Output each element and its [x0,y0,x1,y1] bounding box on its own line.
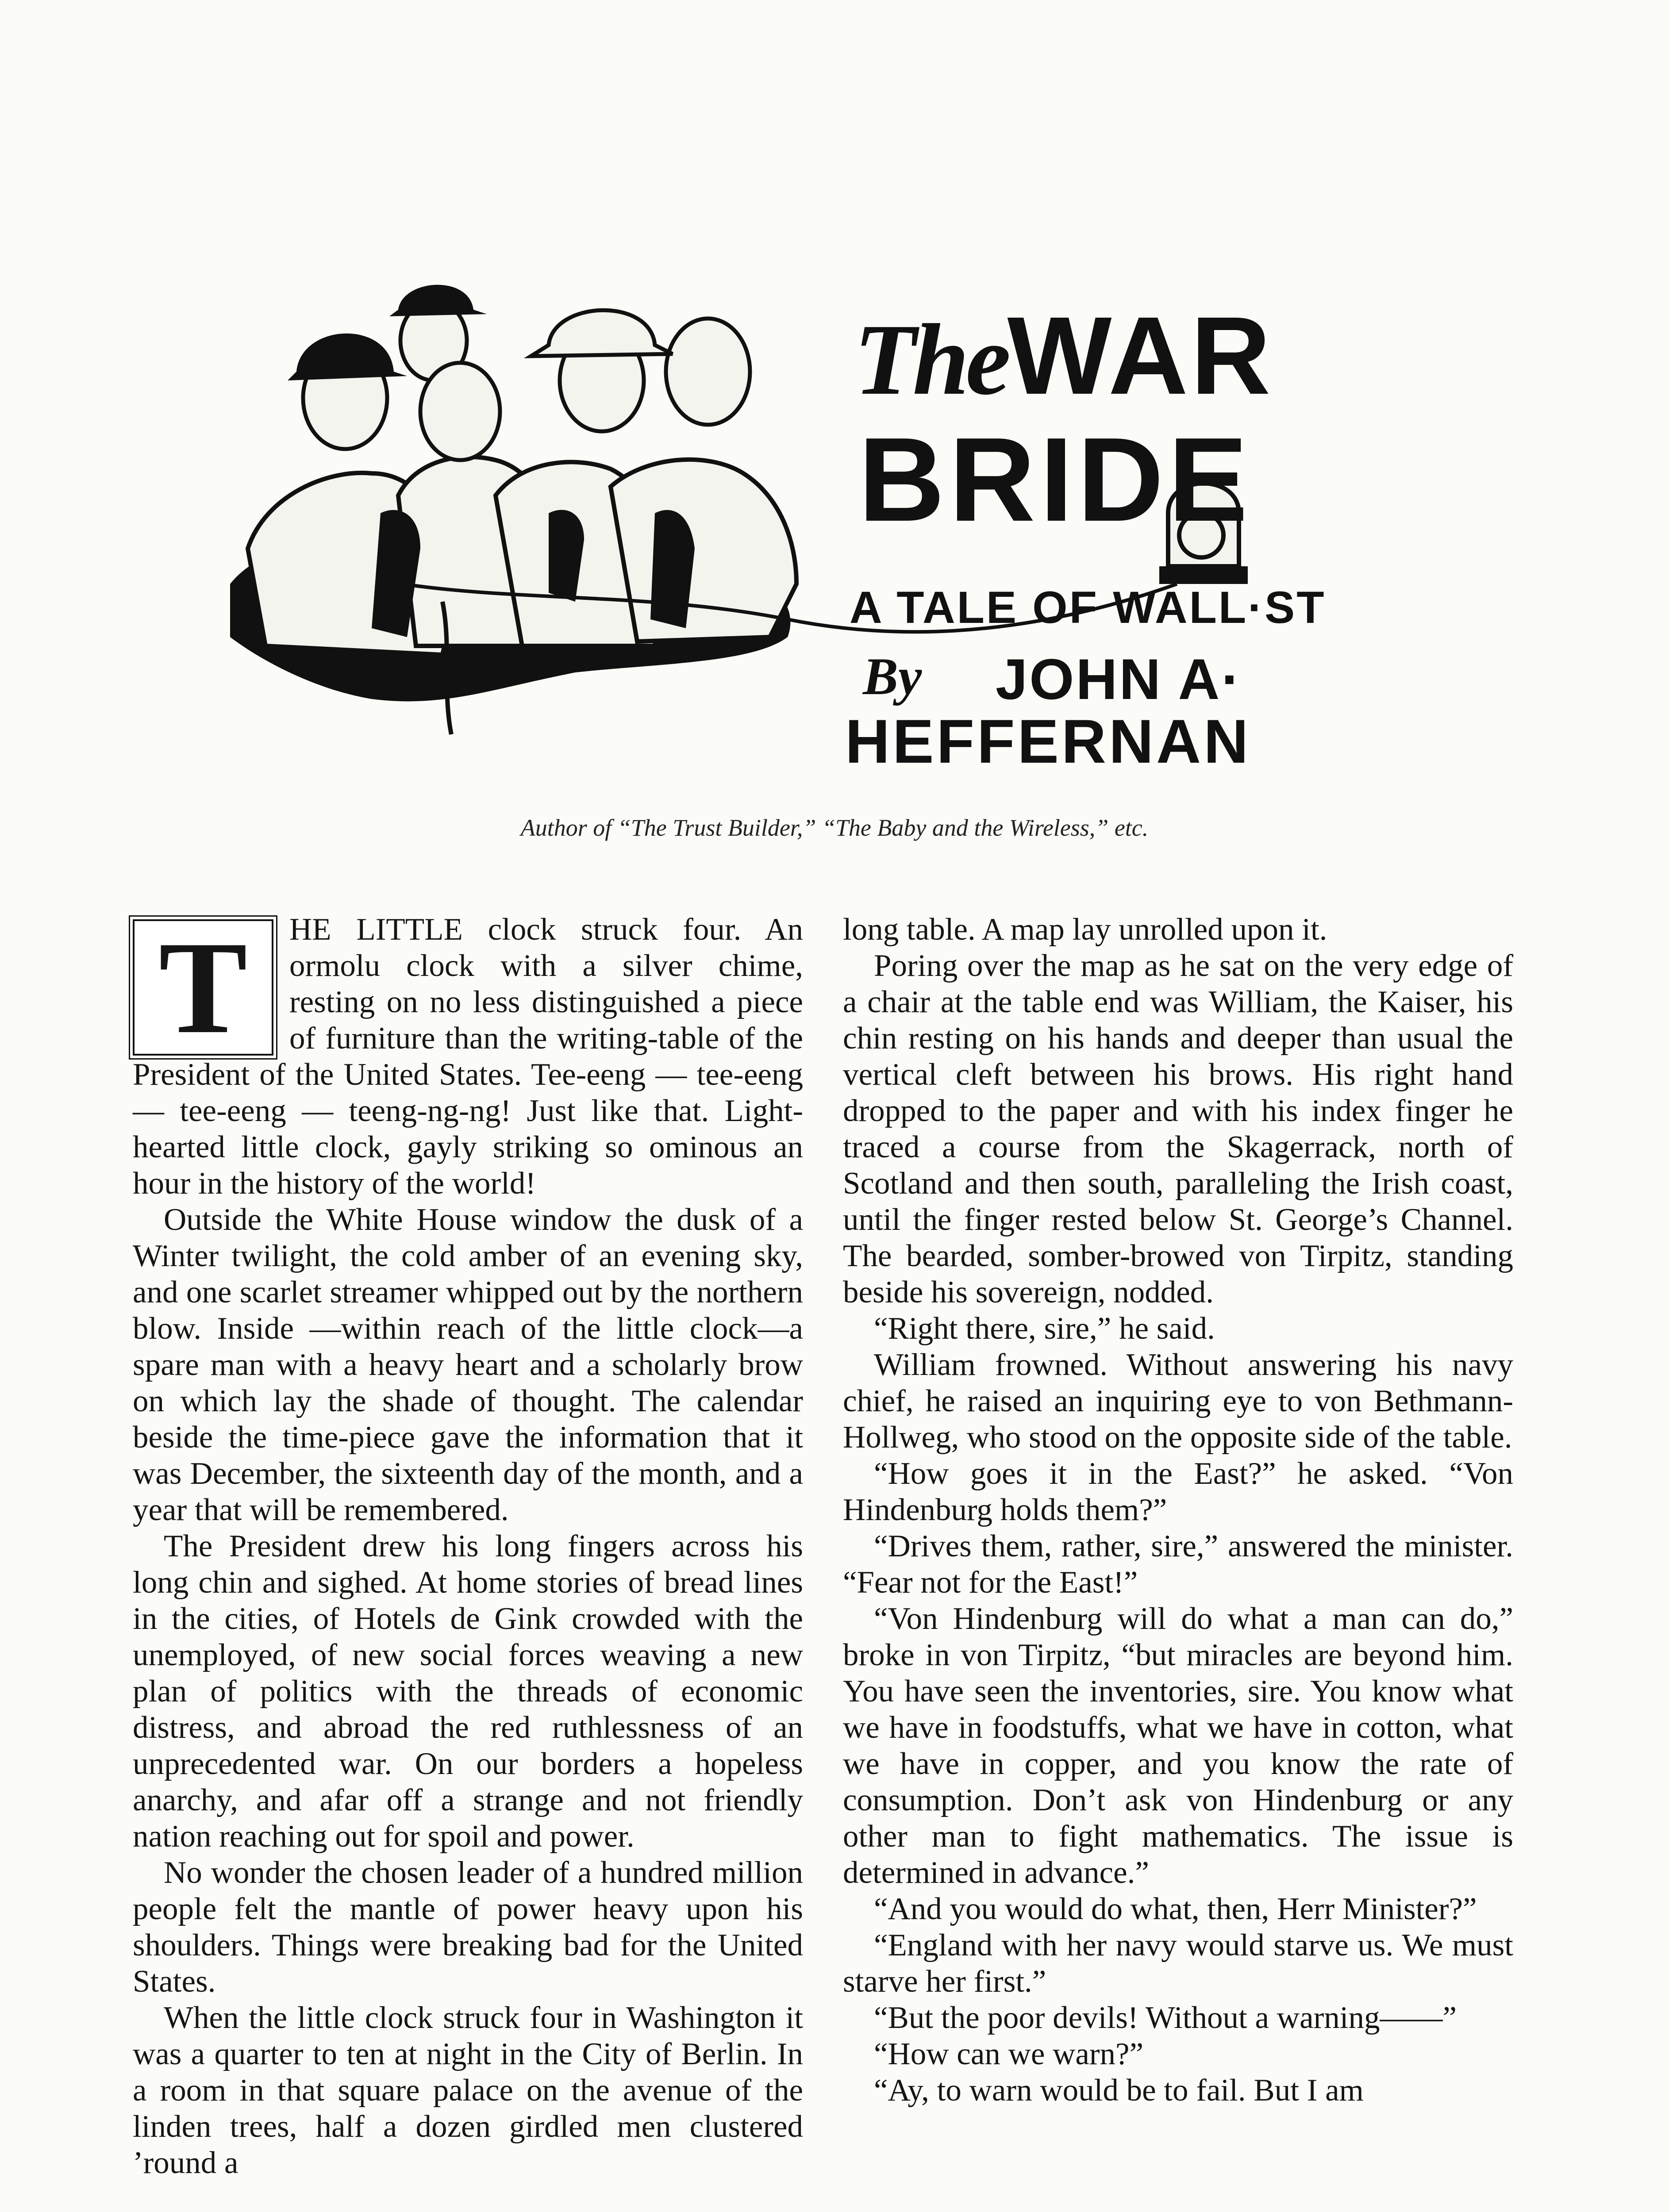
paragraph: “How can we warn?” [874,2037,1144,2071]
paragraph: The President drew his long fingers across his long chin and sighed. At home stories of bread lines in the cities, of Hotels de Gink crowded with the unemployed, of new social forces weaving a new plan of politics with the threads of economic distress, and abroad the red ruthlessness of an unprecedented war. On our borders a hopeless anarchy, and afar off a strange and not friendly nation reaching out for spoil and power. [133,1529,803,1854]
title-the: The [854,303,1008,416]
byline-by: By [863,647,922,706]
title-bride: BRIDE [858,413,1253,546]
paragraph: long table. A map lay unrolled upon it. [843,912,1327,947]
paragraph: “But the poor devils! Without a warning——” [874,2001,1457,2035]
article-column-right [843,911,1513,2108]
paragraph: “Right there, sire,” he said. [874,1311,1215,1346]
paragraph: “Ay, to warn would be to fail. But I am [874,2073,1364,2108]
title-war: WAR [1007,294,1273,417]
paragraph: “England with her navy would starve us. We must starve her first.” [843,1928,1513,1999]
author-credits: Author of “The Trust Builder,” “The Baby and the Wireless,” etc. [520,814,1149,841]
author-name-line-2: HEFFERNAN [845,707,1251,776]
paragraph: “Von Hindenburg will do what a man can do,” broke in von Tirpitz, “but miracles are beyond him. You have seen the inventories, sire. You know what we have in foodstuffs, what we have in cotton, what we have in copper, and you know the rate of consumption. Don’t ask von Hindenburg or any other man to fight mathematics. The issue is determined in advance.” [843,1601,1513,1890]
paragraph: William frowned. Without answering his navy chief, he raised an inquiring eye to von Bethmann-Hollweg, who stood on the opposite side of the table. [843,1348,1513,1455]
paragraph: When the little clock struck four in Washington it was a quarter to ten at night in the City of Berlin. In a room in that square palace on the avenue of the linden trees, half a dozen girdled men clustered ’round a [133,2001,803,2180]
article-column-left [133,911,803,2181]
paragraph: “Drives them, rather, sire,” answered the minister. “Fear not for the East!” [843,1529,1513,1600]
drop-cap: T [133,919,273,1056]
author-name-line-1: JOHN A· [996,647,1242,711]
paragraph: “How goes it in the East?” he asked. “Von Hindenburg holds them?” [843,1456,1513,1527]
paragraph: HE LITTLE clock struck four. An ormolu clock with a silver chime, resting on no less distinguished a piece of furniture than the writing-table of the President of the United States. Tee-eeng — tee-eeng — tee-eeng — teeng-ng-ng! Just like that. Light-hearted little clock, gayly striking so ominous an hour in the history of the world! [133,912,803,1201]
paragraph: Poring over the map as he sat on the very edge of a chair at the table end was William, the Kaiser, his chin resting on his hands and deeper than usual the vertical cleft between his brows. His right hand dropped to the paper and with his index finger he traced a course from the Skagerrack, north of Scotland and then south, paralleling the Irish coast, until the finger rested below St. George’s Channel. The bearded, somber-browed von Tirpitz, standing beside his sovereign, nodded. [843,949,1513,1310]
subtitle: A TALE OF WALL·ST [850,582,1326,633]
paragraph: Outside the White House window the dusk of a Winter twilight, the cold amber of an evening sky, and one scarlet streamer whipped out by the northern blow. Inside —within reach of the little clock—a spare man with a heavy heart and a scholarly brow on which lay the shade of thought. The calendar beside the time-piece gave the information that it was December, the sixteenth day of the month, and a year that will be remembered. [133,1202,803,1527]
paragraph: “And you would do what, then, Herr Minister?” [874,1892,1477,1926]
paragraph: No wonder the chosen leader of a hundred million people felt the mantle of power heavy upon his shoulders. Things were breaking bad for the United States. [133,1855,803,1999]
